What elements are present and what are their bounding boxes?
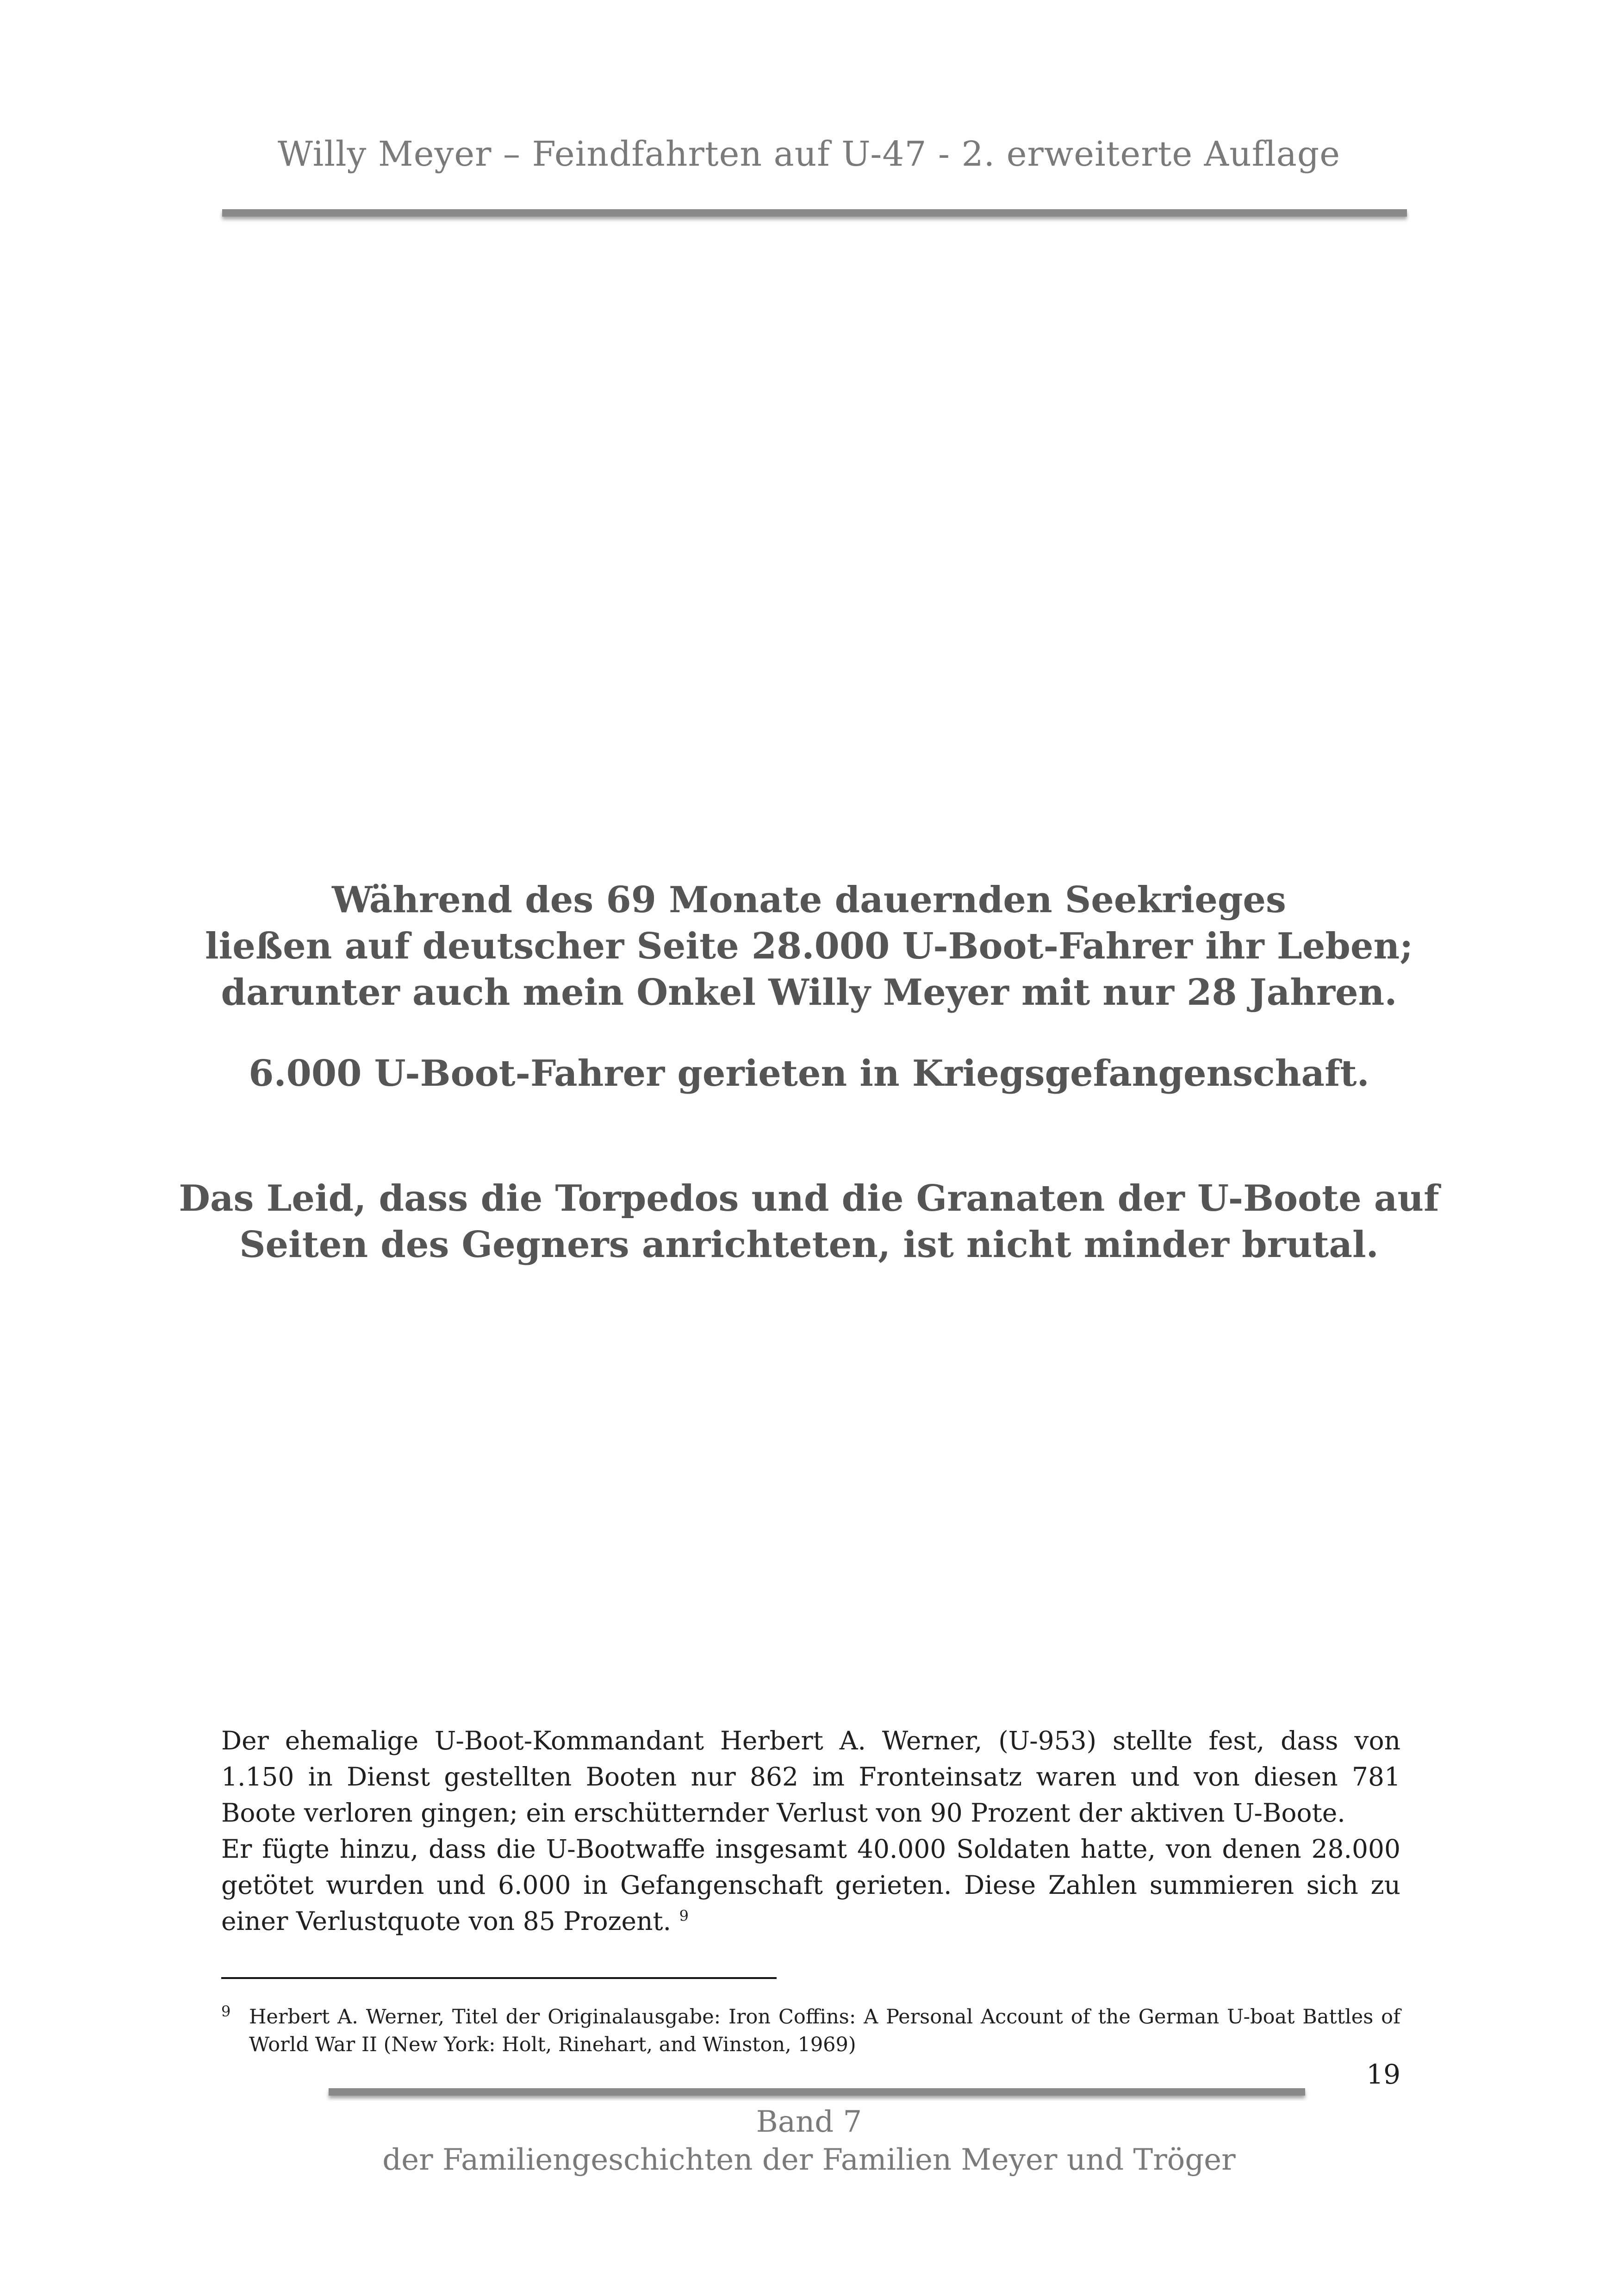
body-line: getötet wurden und 6.000 in Gefangenschaft gerieten. Diese Zahlen summieren sich zu	[221, 1870, 1400, 1900]
header-rule	[222, 209, 1407, 217]
footnote-line: World War II (New York: Holt, Rinehart, and Winston, 1969)	[249, 2033, 856, 2056]
footnote-number: 9	[221, 2003, 231, 2020]
running-header: Willy Meyer – Feindfahrten auf U-47 - 2. erweiterte Auflage	[277, 134, 1341, 174]
body-line: Boote verloren gingen; ein erschütternder Verlust von 90 Prozent der aktiven U-Boote.	[221, 1798, 1345, 1828]
footnote-line: Herbert A. Werner, Titel der Originalausgabe: Iron Coffins: A Personal Account of the German U-boat Battles of	[249, 2005, 1400, 2028]
footnote-separator	[221, 1977, 777, 1979]
memorial-statement-block-1	[139, 877, 1479, 1016]
statement-line: ließen auf deutscher Seite 28.000 U-Boot-Fahrer ihr Leben;	[205, 925, 1413, 967]
statement-line: Seiten des Gegners anrichteten, ist nicht minder brutal.	[239, 1224, 1379, 1266]
statement-line: darunter auch mein Onkel Willy Meyer mit nur 28 Jahren.	[221, 971, 1397, 1014]
statement-line: 6.000 U-Boot-Fahrer gerieten in Kriegsgefangenschaft.	[249, 1052, 1369, 1095]
memorial-statement-block-3	[139, 1176, 1479, 1268]
statement-line: Das Leid, dass die Torpedos und die Granaten der U-Boote auf	[179, 1177, 1439, 1220]
body-line-text: einer Verlustquote von 85 Prozent.	[221, 1906, 672, 1936]
body-paragraph	[221, 1723, 1400, 1939]
footer-series: der Familiengeschichten der Familien Meyer und Tröger	[382, 2143, 1236, 2177]
footnote	[221, 2003, 1400, 2059]
body-line: Der ehemalige U-Boot-Kommandant Herbert A. Werner, (U-953) stellte fest, dass von	[221, 1726, 1400, 1755]
footer-volume: Band 7	[756, 2105, 862, 2139]
body-line-last	[221, 1903, 1400, 1939]
footnote-reference[interactable]: 9	[679, 1907, 689, 1925]
statement-line: Während des 69 Monate dauernden Seekrieges	[332, 879, 1286, 921]
memorial-statement-block-2	[139, 1051, 1479, 1097]
body-line: 1.150 in Dienst gestellten Booten nur 862 im Fronteinsatz waren und von diesen 781	[221, 1762, 1400, 1792]
page-number: 19	[1366, 2059, 1400, 2090]
footnote-text	[249, 2003, 1400, 2059]
footer-rule	[329, 2088, 1305, 2096]
body-line: Er fügte hinzu, dass die U-Bootwaffe insgesamt 40.000 Soldaten hatte, von denen 28.000	[221, 1834, 1400, 1864]
